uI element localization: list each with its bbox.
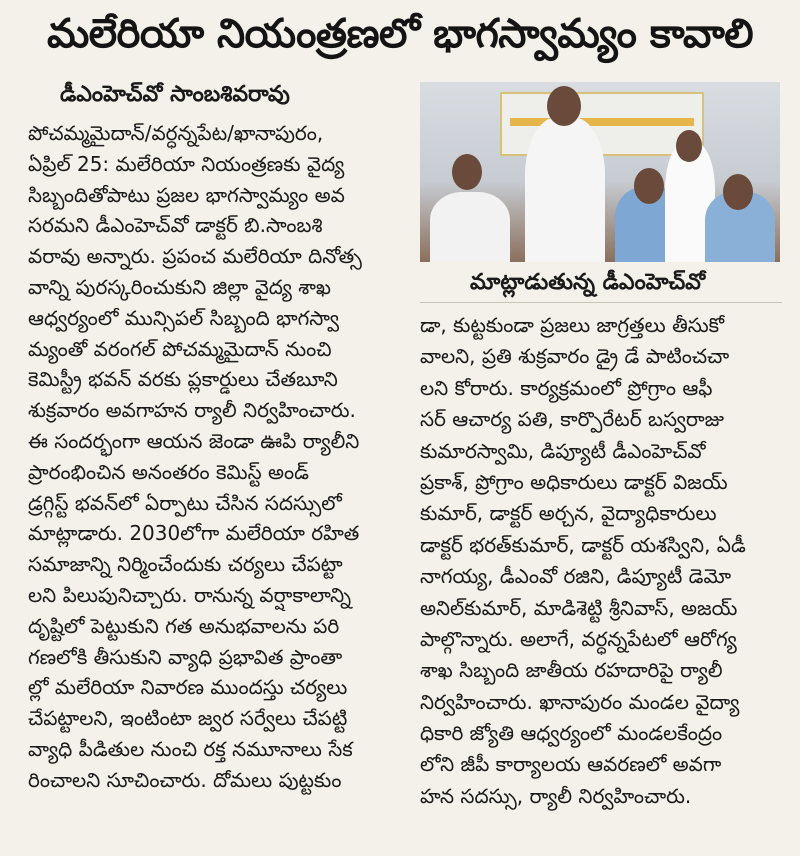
article-text-line: అనిల్‌కుమార్, మాడిశెట్టి శ్రీనివాస్, అజయ్ [420,595,738,620]
article-text-line: లని పిలుపునిచ్చారు. రానున్న వర్షాకాలాన్ని [28,582,352,607]
article-text-line: సిబ్బందితోపాటు ప్రజల భాగస్వామ్యం అవ [28,182,345,207]
article-text-line: పోచమ్మమైదాన్/వర్ధన్నపేట/ఖానాపురం, [28,121,324,145]
article-text-line: వ్యాధి పీడితుల నుంచి రక్త నమూనాలు సేక [28,736,353,761]
caption-divider [420,302,782,303]
person-head [723,174,753,210]
article-text-line: కుమారస్వామి, డిప్యూటీ డీఎంహెచ్‌వో [420,438,706,463]
article-text-line: లని కోరారు. కార్యక్రమంలో ప్రోగ్రాం ఆఫీ [420,375,713,400]
article-text-line: నాగయ్య, డీఎంవో రజిని, డిప్యూటీ డెమో [420,564,732,589]
article-text-line: వరావు అన్నారు. ప్రపంచ మలేరియా దినోత్స [28,244,362,269]
article-text-line: రించాలని సూచించారు. దోమలు పుట్టకుం [28,767,342,792]
article-text-line: లోని జీపీ కార్యాలయ ఆవరణలో అవగా [420,752,722,777]
person-head [634,168,664,204]
article-text-line: దృష్టిలో పెట్టుకుని గత అనుభవాలను పరి [28,613,340,638]
article-text-line: డా, కుట్టకుండా ప్రజలు జాగ్రత్తలు తీసుకో [420,313,725,337]
person-head [452,154,482,190]
article-text-line: మాట్లాడారు. 2030లోగా మలేరియా రహిత [28,521,360,546]
article-text-line: చేపట్టాలని, ఇంటింటా జ్వర సర్వేలు చేపట్టి [28,706,348,731]
article-text-line: పాల్గొన్నారు. అలాగే, వర్ధన్నపేటలో ఆరోగ్య [420,626,737,651]
article-text-line: కెమిస్ట్రీ భవన్ వరకు ప్లకార్డులు చేతబూని [28,367,338,392]
article-text-line: సరమని డీఎంహెచ్‌వో డాక్టర్ బి.సాంబశి [28,213,323,238]
article-text-line: ఏప్రిల్ 25: మలేరియా నియంత్రణకు వైద్య [28,151,345,176]
headline: మలేరియా నియంత్రణలో భాగస్వామ్యం కావాలి [46,11,754,57]
article-text-line: నిర్వహించారు. ఖానాపురం మండల వైద్యా [420,689,740,714]
article-text-line: శుక్రవారం అవగాహన ర్యాలీ నిర్వహించారు. [28,398,356,423]
article-text-line: డ్రగ్గిస్ట్ భవన్‌లో ఏర్పాటు చేసిన సదస్సులో [28,490,342,515]
article-text-line: ధికారి జ్యోతి ఆధ్వర్యంలో మండలకేంద్రం [420,721,723,746]
article-text-line: ప్రకాశ్, ప్రోగ్రాం అధికారులు డాక్టర్ విజయ్ [420,469,728,494]
article-text-line: వాలని, ప్రతి శుక్రవారం డ్రై డే పాటించచా [420,344,730,369]
banner-stripe [510,118,694,126]
person-head [547,86,581,126]
byline: డీఎంహెచ్‌వో సాంబశివరావు [60,82,290,107]
article-text-line: ల్లో మలేరియా నివారణ ముందస్తు చర్యలు [28,675,348,700]
article-text-line: గణలోకి తీసుకుని వ్యాధి ప్రభావిత ప్రాంతా [28,644,343,669]
right-column [420,310,782,812]
article-text-line: శాఖ సిబ్బంది జాతీయ రహదారిపై ర్యాలీ [420,658,723,683]
photo-caption: మాట్లాడుతున్న డీఎంహెచ్‌వో [470,270,706,295]
article-text-line: మ్యంతో వరంగల్ పోచమ్మమైదాన్ నుంచి [28,336,332,361]
article-text-line: సర్ ఆచార్య పతి, కార్పొరేటర్ బస్వరాజు [420,407,725,432]
article-text-line: డాక్టర్ భరత్‌కుమార్, డాక్టర్ యశస్విని, ఏడీ [420,532,746,557]
article-text-line: ప్రారంభించిన అనంతరం కెమిస్ట్ అండ్ [28,459,309,484]
article-text-line: వాన్ని పురస్కరించుకుని జిల్లా వైద్య శాఖ [28,274,332,299]
person-speaker [525,117,605,262]
article-text-line: హన సదస్సు, ర్యాలీ నిర్వహించారు. [420,783,692,808]
news-photo [420,82,780,262]
article-text-line: ఆధ్వర్యంలో మున్సిపల్ సిబ్బంది భాగస్వా [28,305,340,330]
article-text-line: కుమార్, డాక్టర్ అర్చన, వైద్యాధికారులు [420,501,717,526]
person-head [676,130,702,162]
article-text-line: ఈ సందర్భంగా ఆయన జెండా ఊపి ర్యాలీని [28,428,360,453]
person-seated-left [430,192,510,262]
article-text-line: సమాజాన్ని నిర్మించేందుకు చర్యలు చేపట్టా [28,552,343,577]
left-column [28,118,414,796]
